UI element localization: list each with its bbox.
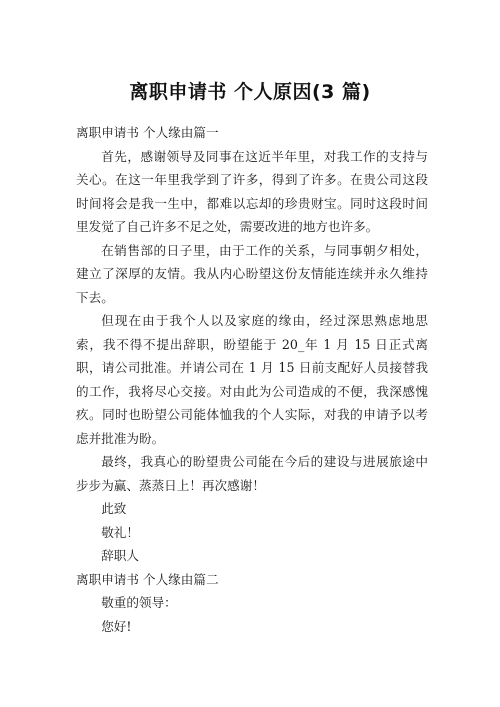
body-paragraph: 最终，我真心的盼望贵公司能在今后的建设与进展旅途中步步为赢、蒸蒸日上！再次感谢！ [76,454,428,493]
body-paragraph: 辞职人 [101,548,139,563]
document-body [76,121,428,638]
document-title: 离职申请书 个人原因(3 篇) [129,81,371,103]
body-paragraph: 首先，感谢领导及同事在这近半年里，对我工作的支持与关心。在这一年里我学到了许多，得到了许多。在贵公司这段时间将会是我一生中，都难以忘却的珍贵财宝。同时这段时间里发觉了自己许多不足之处，需要改进的地方也许多。 [76,148,428,234]
section-heading: 离职申请书 个人缘由篇二 [76,571,219,587]
body-paragraph: 但现在由于我个人以及家庭的缘由，经过深思熟虑地思索，我不得不提出辞职，盼望能于 20_年 1 月 15 日正式离职，请公司批准。并请公司在 1 月 15 日前支配好人员接替我的工作，我将尽心交接。对由此为公司造成的不便，我深感愧疚。同时也盼望公司能体恤我的个人实际，对我的申请予以考虑并批准为盼。 [76,313,428,446]
section-heading: 离职申请书 个人缘由篇一 [76,125,219,140]
body-paragraph: 敬礼！ [101,524,139,540]
body-paragraph: 此致 [101,501,127,516]
body-paragraph: 敬重的领导： [101,595,177,610]
body-paragraph: 在销售部的日子里，由于工作的关系，与同事朝夕相处，建立了深厚的友情。我从内心盼望这份友情能连续并永久维持下去。 [76,242,428,305]
body-paragraph: 您好! [101,618,132,634]
